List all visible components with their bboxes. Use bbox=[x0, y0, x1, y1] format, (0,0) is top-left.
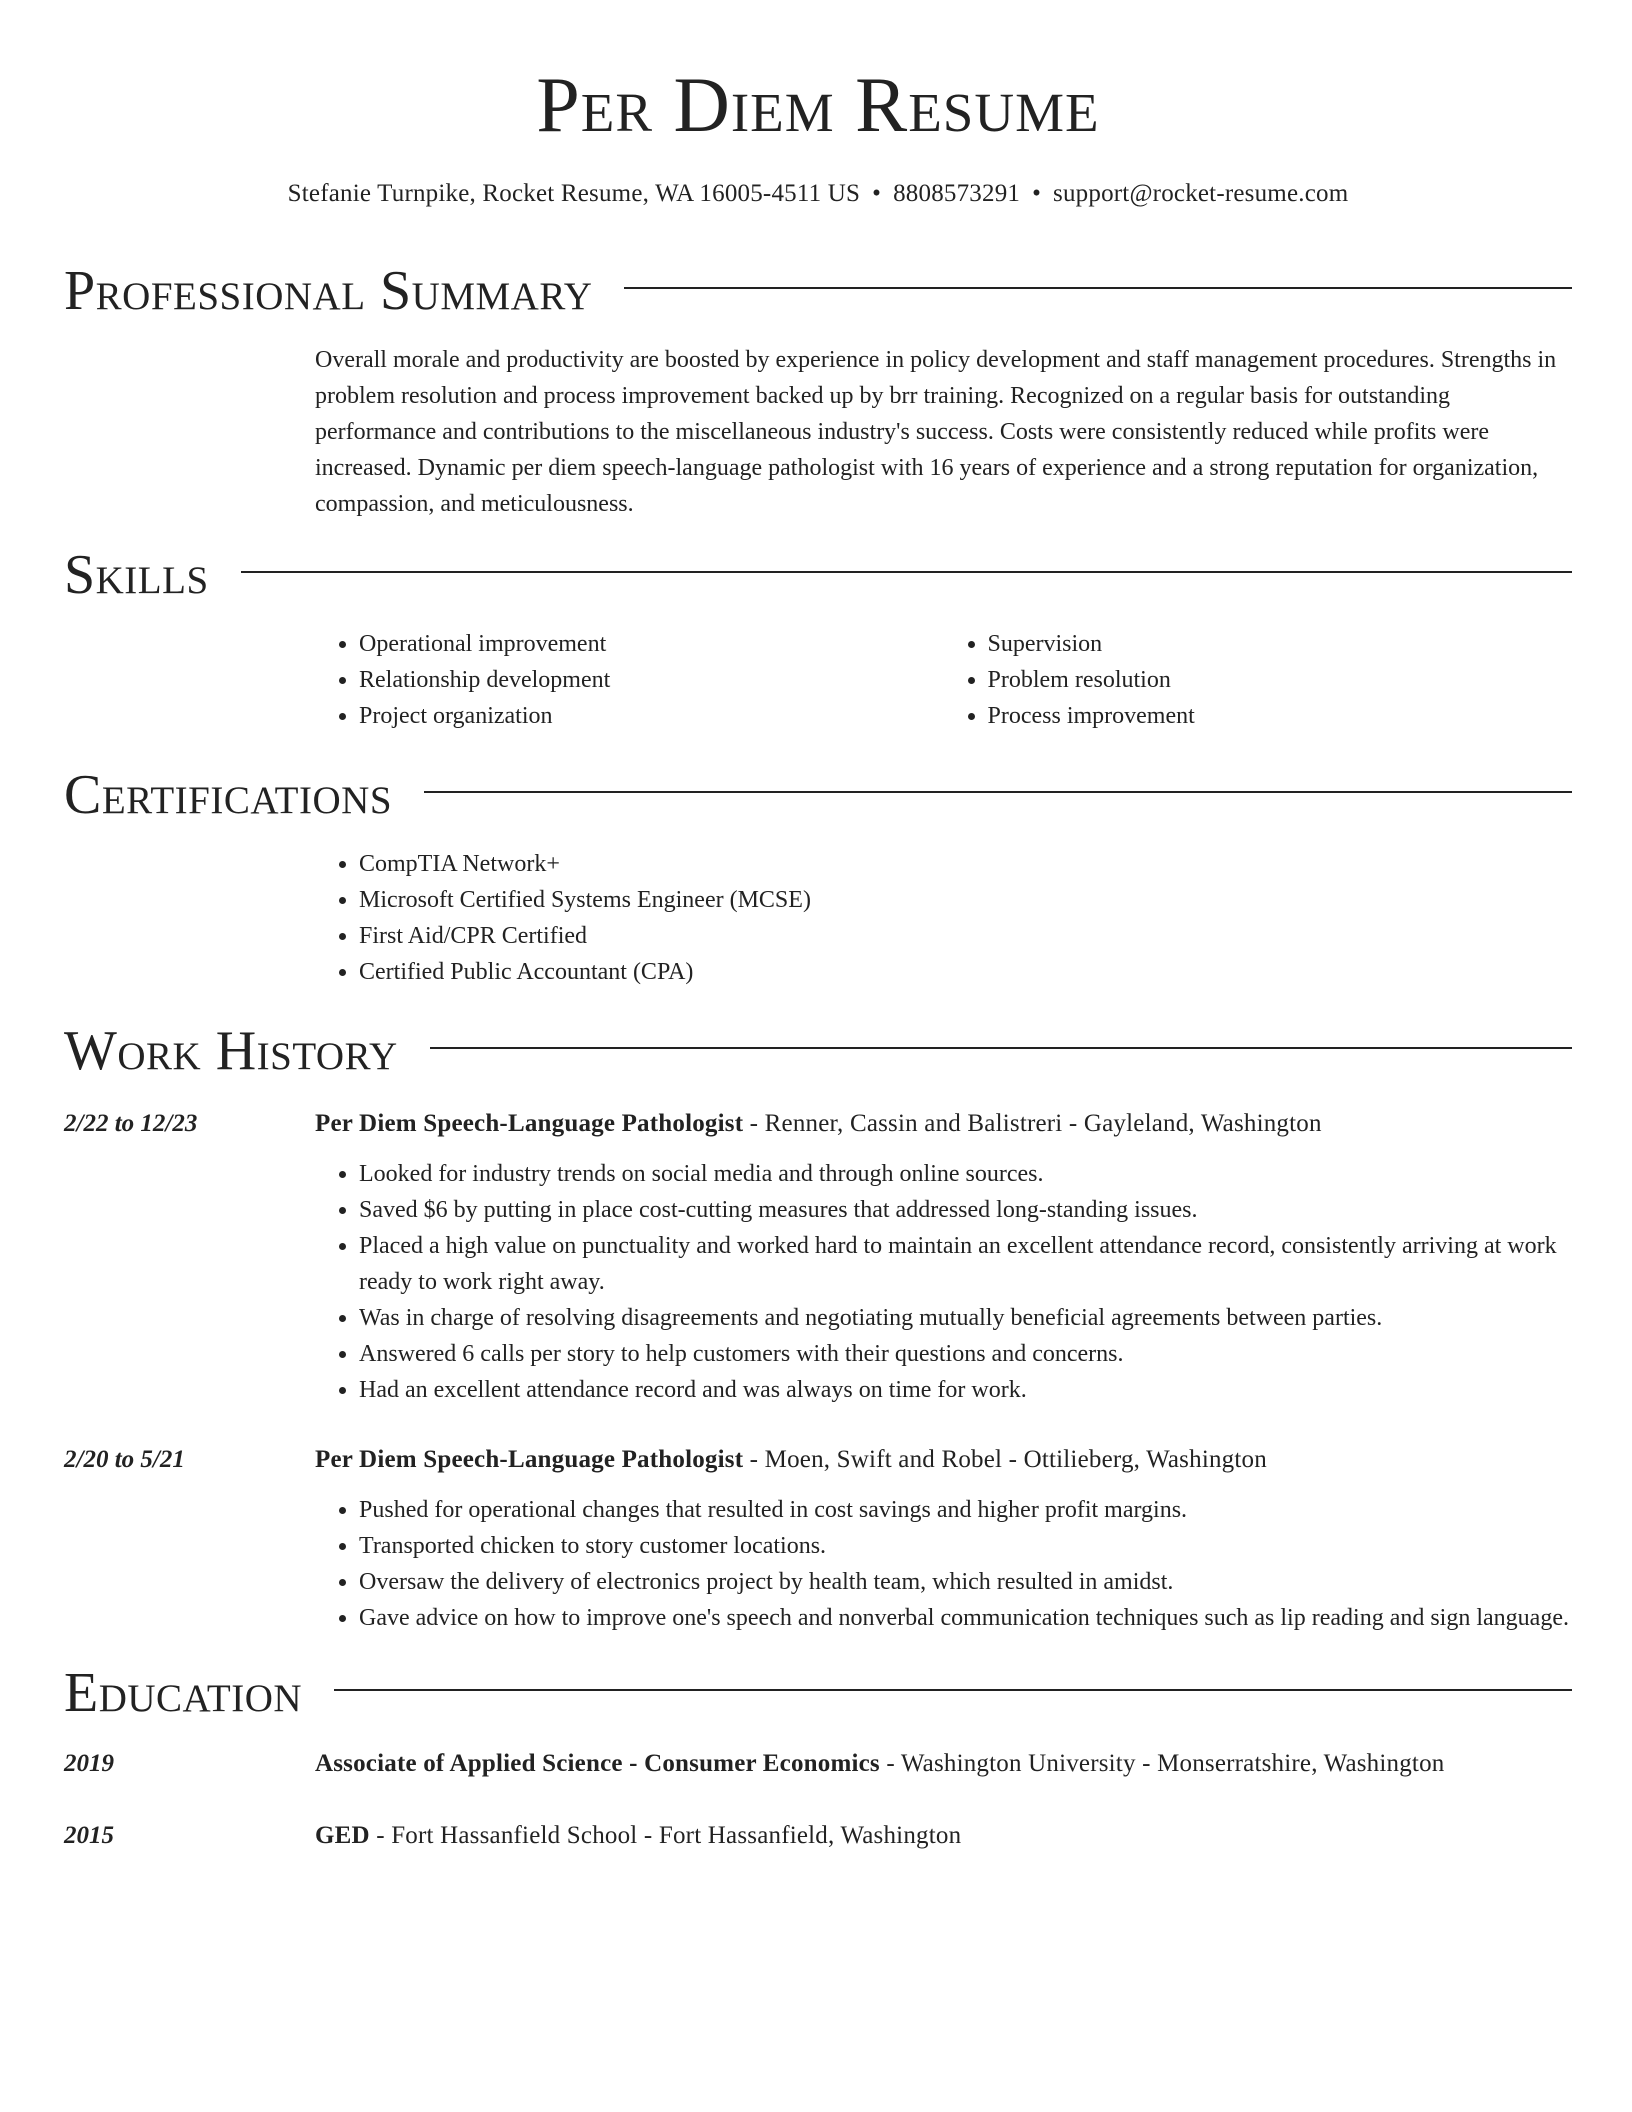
work-history-section-header bbox=[64, 1016, 1572, 1086]
job-bullet: • Placed a high value on punctuality and worked hard to maintain an excellent attendance record, consistently arriving at work ready to work right away. bbox=[359, 1228, 1572, 1300]
certifications-section bbox=[64, 760, 1572, 990]
education-section bbox=[64, 1658, 1572, 1854]
education-entry bbox=[64, 1818, 1572, 1854]
job-details: - Renner, Cassin and Balistreri - Gayleland, Washington bbox=[743, 1110, 1322, 1137]
contact-address: Stefanie Turnpike, Rocket Resume, WA 16005-4511 US bbox=[287, 180, 861, 207]
contact-separator: • bbox=[872, 180, 882, 207]
education-year: 2019 bbox=[64, 1750, 114, 1777]
summary-section bbox=[64, 256, 1572, 522]
summary-section-header bbox=[64, 256, 1572, 326]
resume-title: Per Diem Resume bbox=[536, 61, 1100, 148]
education-degree: Associate of Applied Science - Consumer Economics bbox=[315, 1750, 880, 1777]
skill-item: • Operational improvement bbox=[359, 626, 944, 662]
section-divider bbox=[424, 791, 1572, 793]
job-details: - Moen, Swift and Robel - Ottilieberg, Washington bbox=[743, 1446, 1267, 1473]
education-details: - Washington University - Monserratshire, Washington bbox=[879, 1750, 1445, 1777]
section-divider bbox=[241, 571, 1572, 573]
skill-item: • Problem resolution bbox=[988, 662, 1573, 698]
job-entry bbox=[64, 1106, 1572, 1408]
job-title: Per Diem Speech-Language Pathologist bbox=[315, 1446, 744, 1473]
job-entry bbox=[64, 1442, 1572, 1636]
job-bullet: • Answered 6 calls per story to help customers with their questions and concerns. bbox=[359, 1336, 1572, 1372]
job-bullet: • Was in charge of resolving disagreements and negotiating mutually beneficial agreements between parties. bbox=[359, 1300, 1572, 1336]
resume-page bbox=[64, 0, 1572, 1854]
contact-phone: 8808573291 bbox=[893, 180, 1021, 207]
skills-list-left bbox=[315, 626, 944, 734]
education-year: 2015 bbox=[64, 1822, 114, 1849]
contact-email: support@rocket-resume.com bbox=[1053, 180, 1349, 207]
skill-item: • Relationship development bbox=[359, 662, 944, 698]
certification-item: • CompTIA Network+ bbox=[359, 846, 1572, 882]
education-details: - Fort Hassanfield School - Fort Hassanfield, Washington bbox=[369, 1822, 962, 1849]
education-entry bbox=[64, 1746, 1572, 1782]
job-bullet: • Looked for industry trends on social media and through online sources. bbox=[359, 1156, 1572, 1192]
education-section-header bbox=[64, 1658, 1572, 1728]
section-divider bbox=[430, 1047, 1572, 1049]
certifications-section-header bbox=[64, 760, 1572, 830]
certification-item: • Microsoft Certified Systems Engineer (MCSE) bbox=[359, 882, 1572, 918]
section-divider bbox=[624, 287, 1572, 289]
skills-heading: Skills bbox=[64, 544, 209, 606]
contact-line bbox=[64, 178, 1572, 210]
summary-heading: Professional Summary bbox=[64, 260, 593, 322]
certifications-list bbox=[315, 846, 1572, 990]
education-heading: Education bbox=[64, 1662, 303, 1724]
education-degree: GED bbox=[315, 1822, 370, 1849]
job-bullet: • Saved $6 by putting in place cost-cutting measures that addressed long-standing issues. bbox=[359, 1192, 1572, 1228]
education-headline bbox=[315, 1746, 1572, 1782]
work-history-heading: Work History bbox=[64, 1020, 398, 1082]
job-bullet: • Had an excellent attendance record and was always on time for work. bbox=[359, 1372, 1572, 1408]
skill-item: • Process improvement bbox=[988, 698, 1573, 734]
job-dates: 2/20 to 5/21 bbox=[64, 1446, 185, 1473]
skills-section bbox=[64, 540, 1572, 734]
job-bullet: • Transported chicken to story customer locations. bbox=[359, 1528, 1572, 1564]
skills-list-right bbox=[944, 626, 1573, 734]
job-bullet: • Pushed for operational changes that resulted in cost savings and higher profit margins. bbox=[359, 1492, 1572, 1528]
section-divider bbox=[334, 1689, 1572, 1691]
skill-item: • Project organization bbox=[359, 698, 944, 734]
job-bullets bbox=[315, 1492, 1572, 1636]
job-bullet: • Oversaw the delivery of electronics project by health team, which resulted in amidst. bbox=[359, 1564, 1572, 1600]
certification-item: • First Aid/CPR Certified bbox=[359, 918, 1572, 954]
certification-item: • Certified Public Accountant (CPA) bbox=[359, 954, 1572, 990]
job-headline bbox=[315, 1442, 1572, 1478]
job-bullet: • Gave advice on how to improve one's speech and nonverbal communication techniques such as lip reading and sign language. bbox=[359, 1600, 1572, 1636]
summary-text: Overall morale and productivity are boosted by experience in policy development and staff management procedures. Strengths in problem resolution and process improvement backed up by brr training. Recognized on a regular basis for outstanding performance and contributions to the miscellaneous industry's success. Costs were consistently reduced while profits were increased. Dynamic per diem speech-language pathologist with 16 years of experience and a strong reputation for organization, compassion, and meticulousness. bbox=[315, 347, 1557, 517]
job-bullets bbox=[315, 1156, 1572, 1408]
contact-separator: • bbox=[1032, 180, 1042, 207]
job-title: Per Diem Speech-Language Pathologist bbox=[315, 1110, 744, 1137]
skill-item: • Supervision bbox=[988, 626, 1573, 662]
education-headline bbox=[315, 1818, 1572, 1854]
certifications-heading: Certifications bbox=[64, 764, 393, 826]
job-headline bbox=[315, 1106, 1572, 1142]
job-dates: 2/22 to 12/23 bbox=[64, 1110, 198, 1137]
skills-section-header bbox=[64, 540, 1572, 610]
work-history-section bbox=[64, 1016, 1572, 1636]
